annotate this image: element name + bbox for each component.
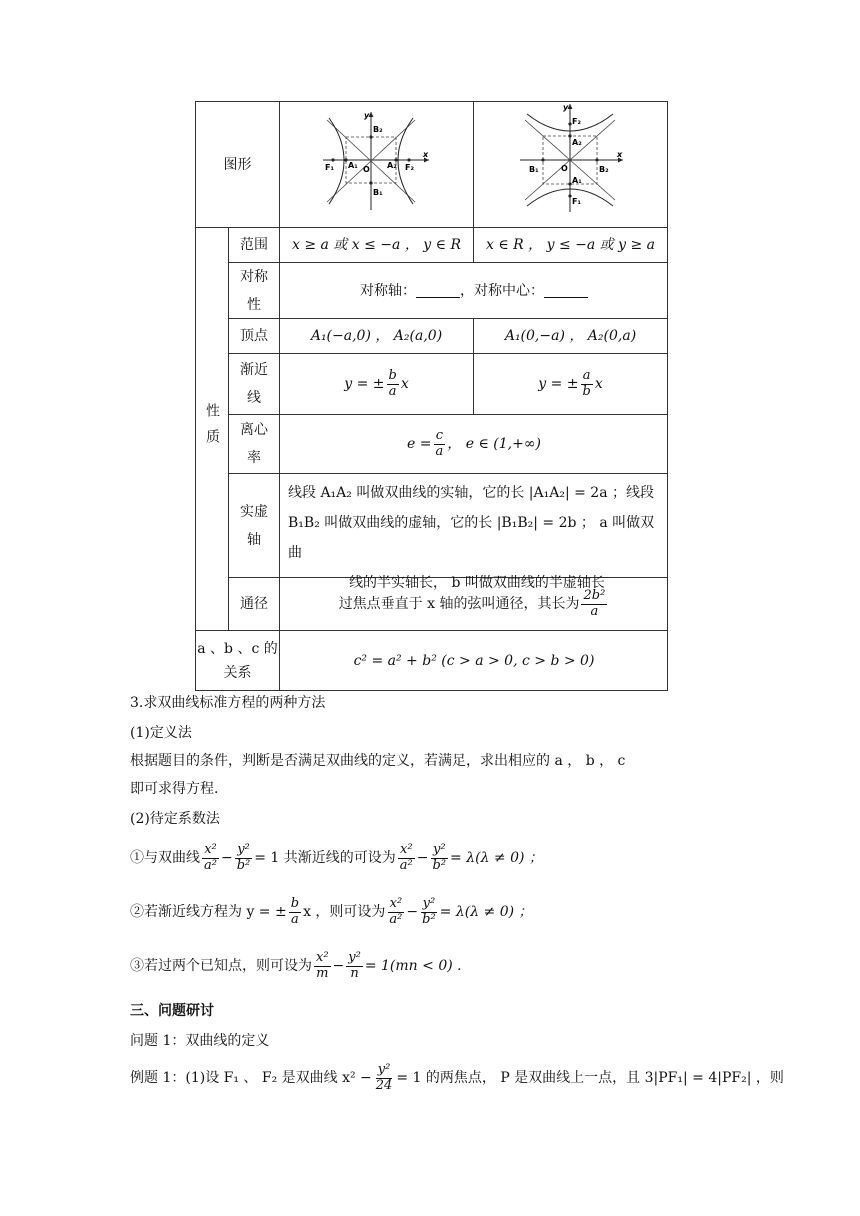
horizontal-hyperbola-figure [315, 106, 435, 216]
fig-right-B2: B₂ [599, 165, 609, 174]
item-3: ③若过两个已知点，则可设为 $\frac{\text{x²}}{m}$ − $\frac{\text{y²}}{n}$ = 1(mn < 0) . [130, 950, 462, 981]
fig-left-A2: A₂ [387, 161, 397, 170]
latus-label: 通径 [240, 596, 268, 612]
eccentricity-label: 离心率 [240, 422, 268, 466]
fig-left-B2: B₂ [373, 125, 383, 134]
vertex-label: 顶点 [240, 328, 268, 344]
item-1: ①与双曲线 $\frac{\text{x²}}{\text{a²}}$ − $\frac{\text{y²}}{\text{b²}}$ = 1 共渐近线的可设为 $\frac{\text{x²}}{\text{a²}}$ − $\frac{\text{y²}}{\text{b²}}$ = λ(λ ≠ 0) ； [130, 842, 543, 873]
asymptote-label: 渐近线 [240, 362, 268, 406]
vertex-left: A₁(−a,0) ， A₂(a,0) [310, 328, 443, 344]
method-1-title: (1)定义法 [130, 725, 192, 741]
vertical-hyperbola-figure [515, 100, 625, 216]
relation-label: a 、b 、c 的 关系 [197, 640, 278, 681]
symmetry-content: 对称轴： ，对称中心： [280, 263, 668, 318]
method-2-title: (2)待定系数法 [130, 811, 220, 827]
fig-left-F1: F₁ [325, 163, 334, 172]
fig-right-B1: B₁ [529, 165, 539, 174]
axes-label: 实虚轴 [240, 503, 268, 548]
asymptote-left: y = ± $\frac{b}{a}$ x [344, 368, 409, 399]
item-2: ②若渐近线方程为 y = ± $\frac{b}{a}$ x ，则可设为 $\frac{\text{x²}}{\text{a²}}$ − $\frac{\text{y²}}{\text{b²}}$ = λ(λ ≠ 0) ； [130, 896, 533, 927]
asymptote-right: y = ± $\frac{a}{b}$ x [538, 368, 603, 399]
vertex-right: A₁(0,−a) ， A₂(0,a) [504, 328, 637, 344]
problem-1-title: 问题 1：双曲线的定义 [130, 1033, 270, 1049]
range-right: x ∈ R ， y ≤ −a 或 y ≥ a [485, 237, 655, 253]
fig-right-F2: F₂ [572, 117, 581, 126]
example-1: 例题 1：(1)设 F₁ 、 F₂ 是双曲线 x² − $\frac{\text{y²}}{24}$ = 1 的两焦点， P 是双曲线上一点，且 3|PF₁| = 4|PF₂| ，则 [130, 1062, 784, 1093]
latus-content: 过焦点垂直于 x 轴的弦叫通径，其长为 $\frac{\text{2b²}}{a}$ [338, 588, 606, 619]
relation-formula: c² = a² + b² (c > a > 0, c > b > 0) [353, 652, 595, 669]
fig-left-B1: B₁ [373, 188, 383, 197]
fig-left-x: x [423, 150, 429, 159]
range-left: x ≥ a 或 x ≤ −a ， y ∈ R [292, 237, 461, 253]
method-1-desc-2: 即可求得方程. [130, 781, 219, 797]
section-3-heading: 3.求双曲线标准方程的两种方法 [130, 695, 326, 711]
fig-right-x: x [617, 150, 623, 159]
range-label: 范围 [240, 237, 268, 253]
fig-right-A2: A₂ [572, 138, 582, 147]
method-1-desc-1: 根据题目的条件，判断是否满足双曲线的定义，若满足，求出相应的 a ， b ， c [130, 753, 626, 769]
fig-right-O: O [561, 164, 568, 173]
symmetry-label: 对称性 [240, 268, 268, 313]
section-title: 三、问题研讨 [130, 1003, 214, 1019]
axes-content: 线段 A₁A₂ 叫做双曲线的实轴，它的长 |A₁A₂| = 2a ；线段 B₁B₂ 叫做双曲线的虚轴，它的长 |B₁B₂| = 2b ； a 叫做双曲 线的半实轴长， b 叫做双曲线的半虚轴长 [288, 485, 655, 591]
fig-left-O: O [363, 165, 370, 174]
fig-left-y: y [364, 111, 370, 120]
fig-right-y: y [563, 103, 569, 112]
property-group-label: 性质 [204, 403, 220, 455]
figure-row-label: 图形 [223, 156, 252, 173]
fig-right-F1: F₁ [572, 197, 581, 206]
eccentricity-content: e = $\frac{c}{a}$ ， e ∈ (1,+∞) [407, 428, 541, 459]
fig-left-F2: F₂ [405, 163, 414, 172]
fig-right-A1: A₁ [572, 176, 582, 185]
fig-left-A1: A₁ [348, 161, 358, 170]
